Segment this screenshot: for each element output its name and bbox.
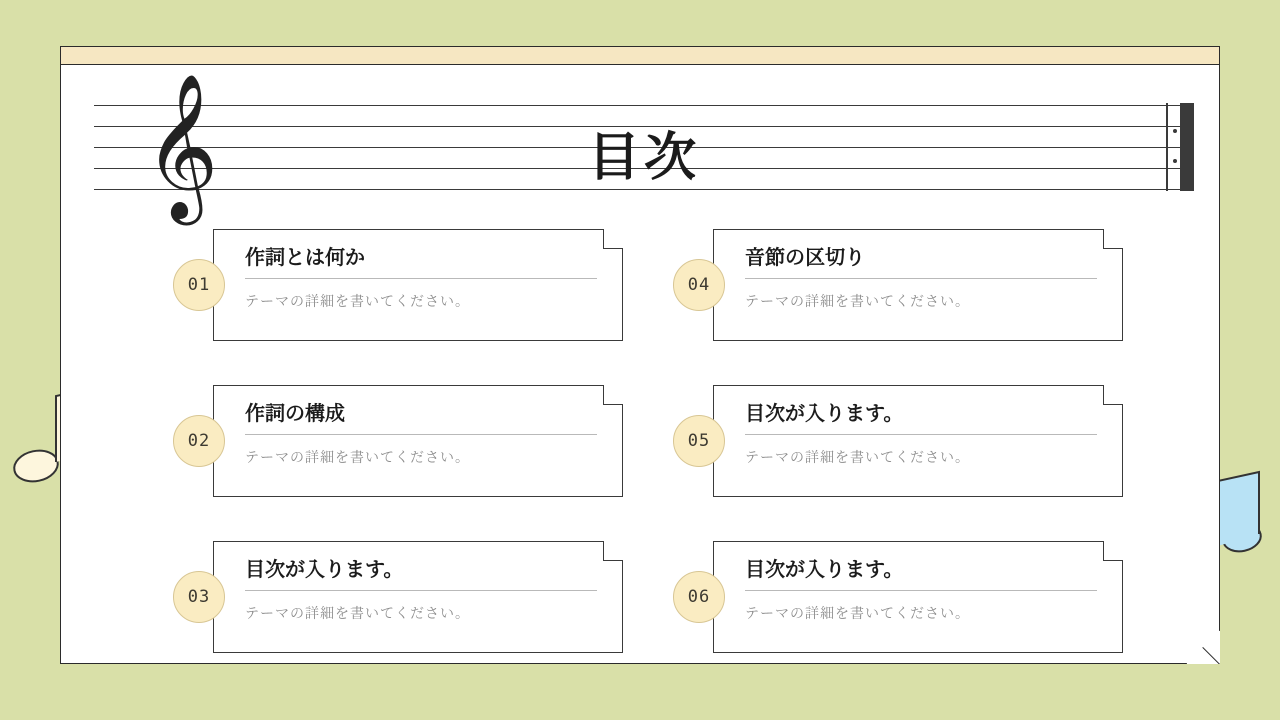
card-fold-corner	[1103, 385, 1123, 405]
list-item[interactable]	[173, 229, 623, 341]
page-title: 目次	[587, 128, 700, 188]
toc-item-title: 音節の区切り	[745, 241, 1097, 279]
top-accent-band	[61, 47, 1219, 65]
toc-number-badge: 01	[173, 259, 225, 311]
card-fold-corner	[1103, 229, 1123, 249]
repeat-endbar-icon	[1166, 103, 1194, 191]
toc-item-title: 目次が入ります。	[245, 553, 597, 591]
list-item[interactable]	[173, 385, 623, 497]
toc-item-desc: テーマの詳細を書いてください。	[245, 606, 470, 622]
toc-number-badge: 05	[673, 415, 725, 467]
toc-item-desc: テーマの詳細を書いてください。	[745, 450, 970, 466]
toc-item-desc: テーマの詳細を書いてください。	[745, 606, 970, 622]
card-fold-corner	[603, 385, 623, 405]
toc-item-title: 作詞の構成	[245, 397, 597, 435]
slide-canvas	[60, 46, 1220, 664]
toc-number-badge: 04	[673, 259, 725, 311]
toc-number-badge: 06	[673, 571, 725, 623]
toc-number-badge: 02	[173, 415, 225, 467]
toc-grid	[173, 229, 1123, 653]
list-item[interactable]	[673, 541, 1123, 653]
list-item[interactable]	[173, 541, 623, 653]
card-fold-corner	[1103, 541, 1123, 561]
toc-item-desc: テーマの詳細を書いてください。	[245, 294, 470, 310]
toc-item-title: 目次が入ります。	[745, 397, 1097, 435]
staff-line	[94, 105, 1194, 106]
toc-item-title: 目次が入ります。	[745, 553, 1097, 591]
toc-number-badge: 03	[173, 571, 225, 623]
toc-item-title: 作詞とは何か	[245, 241, 597, 279]
card-fold-corner	[603, 541, 623, 561]
page-fold-corner	[1186, 630, 1220, 664]
list-item[interactable]	[673, 385, 1123, 497]
treble-clef-icon: 𝄞	[144, 72, 219, 219]
toc-item-desc: テーマの詳細を書いてください。	[745, 294, 970, 310]
music-staff	[94, 72, 1194, 219]
toc-item-desc: テーマの詳細を書いてください。	[245, 450, 470, 466]
list-item[interactable]	[673, 229, 1123, 341]
card-fold-corner	[603, 229, 623, 249]
